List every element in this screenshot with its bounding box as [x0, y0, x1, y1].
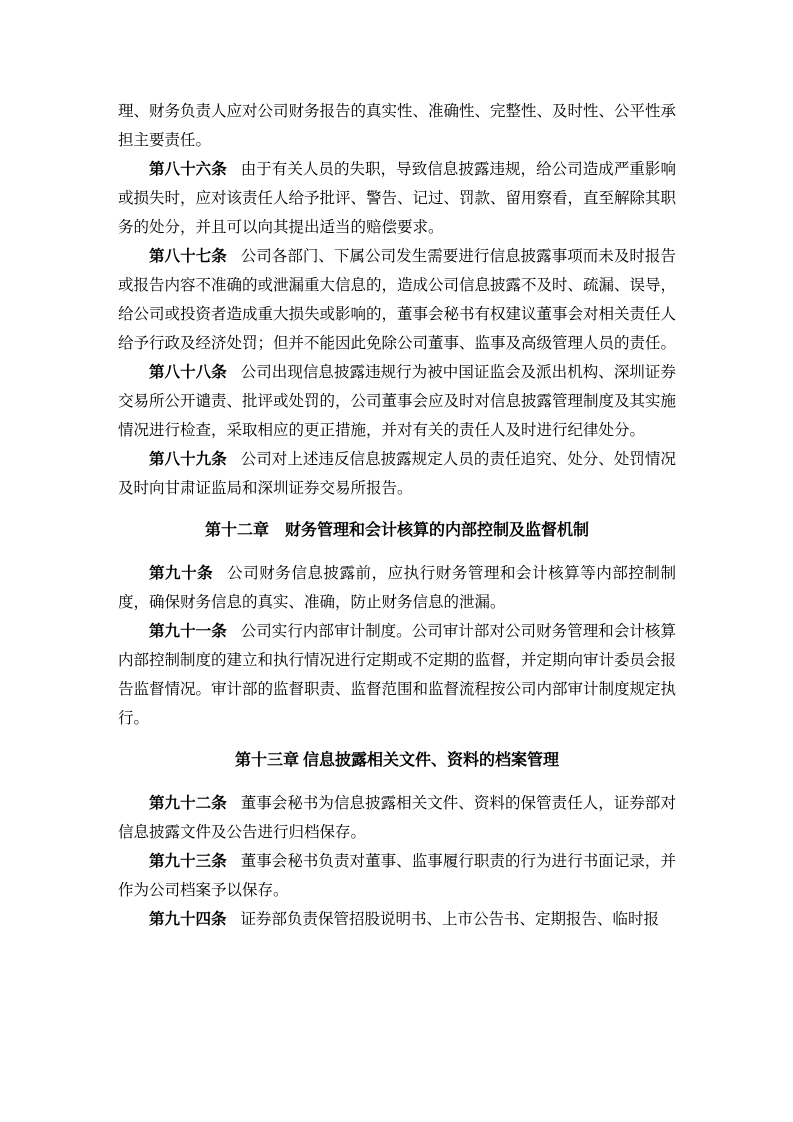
article-label: 第九十二条	[149, 795, 227, 812]
article-text: 公司对上述违反信息披露规定人员的责任追究、处分、处罚情况及时向甘肃证监局和深圳证券交易所报告。	[118, 451, 676, 497]
article-90	[118, 559, 676, 617]
article-label: 第八十八条	[149, 364, 227, 381]
article-label: 第九十条	[149, 565, 214, 582]
article-label: 第九十一条	[149, 623, 227, 640]
article-text: 公司财务信息披露前，应执行财务管理和会计核算等内部控制制度，确保财务信息的真实、准确，防止财务信息的泄漏。	[118, 565, 676, 611]
article-text: 董事会秘书为信息披露相关文件、资料的保管责任人，证券部对信息披露文件及公告进行归档保存。	[118, 795, 676, 841]
article-91	[118, 617, 676, 733]
article-92	[118, 789, 676, 847]
article-label: 第八十九条	[149, 451, 227, 468]
article-label: 第九十三条	[149, 853, 227, 870]
article-text: 公司出现信息披露违规行为被中国证监会及派出机构、深圳证券交易所公开谴责、批评或处罚的，公司董事会应及时对信息披露管理制度及其实施情况进行检查，采取相应的更正措施，并对有关的责任人及时进行纪律处分。	[118, 364, 677, 439]
article-text: 由于有关人员的失职，导致信息披露违规，给公司造成严重影响或损失时，应对该责任人给予批评、警告、记过、罚款、留用察看，直至解除其职务的处分，并且可以向其提出适当的赔偿要求。	[118, 161, 677, 236]
article-94	[118, 905, 676, 934]
article-88	[118, 358, 676, 445]
article-86	[118, 155, 676, 242]
article-text: 证券部负责保管招股说明书、上市公告书、定期报告、临时报	[240, 911, 659, 928]
article-93	[118, 847, 676, 905]
paragraph-text: 理、财务负责人应对公司财务报告的真实性、准确性、完整性、及时性、公平性承担主要责任。	[118, 103, 677, 149]
article-label: 第九十四条	[149, 911, 227, 928]
chapter-heading-12: 第十二章 财务管理和会计核算的内部控制及监督机制	[204, 522, 589, 539]
article-text: 公司各部门、下属公司发生需要进行信息披露事项而未及时报告或报告内容不准确的或泄漏重大信息的，造成公司信息披露不及时、疏漏、误导，给公司或投资者造成重大损失或影响的，董事会秘书有权建议董事会对相关责任人给予行政及经济处罚；但并不能因此免除公司董事、监事及高级管理人员的责任。	[118, 248, 677, 352]
article-text: 公司实行内部审计制度。公司审计部对公司财务管理和会计核算内部控制制度的建立和执行情况进行定期或不定期的监督，并定期向审计委员会报告监督情况。审计部的监督职责、监督范围和监督流程按公司内部审计制度规定执行。	[118, 623, 677, 727]
article-label: 第八十七条	[149, 248, 227, 265]
chapter-heading-13: 第十三章 信息披露相关文件、资料的档案管理	[234, 752, 559, 769]
article-87	[118, 242, 676, 358]
article-89	[118, 445, 676, 503]
article-label: 第八十六条	[149, 161, 227, 178]
paragraph-continuation	[118, 97, 676, 155]
article-text: 董事会秘书负责对董事、监事履行职责的行为进行书面记录，并作为公司档案予以保存。	[118, 853, 676, 899]
